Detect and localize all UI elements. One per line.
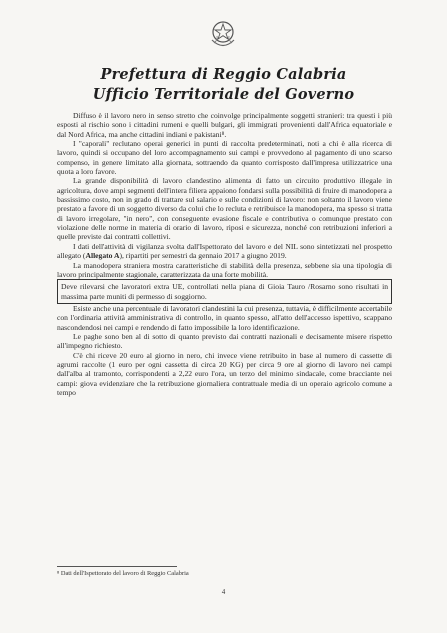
italian-republic-emblem-icon (208, 18, 238, 52)
paragraph-caporali: I "caporali" reclutano operai generici in punti di raccolta predeterminati, noti a chi è alla ricerca di lavoro, quindi si occupano del loro accompagnamento sui campi e provvedono al pagamento di uno scarso compenso, in genere limitato alla giornata, sottraendo da quanto corrisposto dall'impresa utilizzatrice una quota a loro favore. (57, 139, 392, 177)
paragraph-clandestini: Esiste anche una percentuale di lavoratori clandestini la cui presenza, tuttavia, è difficilmente accertabile con l'ordinaria attività amministrativa di controllo, in quanto spesso, all'atto dell'accesso ispettivo, scappano nascondendosi nei campi e rendendo di fatto impossibile la loro identificazione. (57, 303, 392, 332)
paragraph-retribuzione: C'è chi riceve 20 euro al giorno in nero, chi invece viene retribuito in base al numero di cassette di agrumi raccolte (1 euro per ogni cassetta di circa 20 KG) per circa 9 ore al giorno di lavoro nei campi dall'alba al tramonto, corrispondenti a 2,22 euro l'ora, un terzo del minimo sindacale, come bracciante nei campi: giova evidenziare che la retribuzione giornaliera contrattuale media di un operaio agricolo comune a tempo (57, 350, 392, 397)
header-ufficio: Ufficio Territoriale del Governo (92, 86, 355, 103)
page-number: 4 (221, 588, 226, 596)
footnote: ⁸ Dati dell'Ispettorato del lavoro di Reggio Calabria (57, 570, 189, 577)
paragraph-paghe: Le paghe sono ben al di sotto di quanto previsto dai contratti nazionali e decisamente misere rispetto all'impegno richiesto. (57, 331, 392, 351)
paragraph-vigilanza (57, 242, 392, 261)
paragraph-lavoro-nero: Diffuso è il lavoro nero in senso stretto che coinvolge principalmente soggetti stranieri: tra questi i più esposti al rischio sono i cittadini rumeni e quelli bulgari, gli immigrati provenienti dall'Africa equatoriale e dal Nord Africa, ma anche cittadini indiani e pakistani⁸. (57, 111, 392, 139)
boxed-note: Deve rilevarsi che lavoratori extra UE, controllati nella piana di Gioia Tauro /Rosarno sono risultati in massima parte muniti di permesso di soggiorno. (57, 279, 392, 304)
vigilanza-text-after: ), ripartiti per semestri da gennaio 2017 a giugno 2019. (119, 251, 287, 261)
paragraph-manodopera: La manodopera straniera mostra caratteristiche di stabilità della presenza, sebbene sia una tipologia di lavoro principalmente stagionale, caratterizzata da una forte mobilità. (57, 260, 392, 279)
vigilanza-text-before: I dati dell'attività di vigilanza svolta dall'Ispettorato del lavoro e del NIL sono sintetizzati nel prospetto allegato ( (57, 241, 392, 261)
footnote-divider (57, 566, 177, 567)
paragraph-lavoro-clandestino: La grande disponibilità di lavoro clandestino alimenta di fatto un circuito produttivo illegale in agricoltura, dove ampi segmenti dell'intera filiera appaiono fondarsi sulla possibilità di fruire di manodopera a bassissimo costo, non in grado di trattare sul salario e sulle condizioni di lavoro: non soltanto il lavoro viene prestato a favore di un soggetto diverso da colui che lo recluta e retribuisce la manodopera, ma spesso si tratta di lavoro irregolare, "in nero", con conseguente evasione fiscale e contributiva o comunque prestato con violazione delle norme in materia di orario di lavoro, riposi e sicurezza, nonché con retribuzioni inferiori a quelle previste dai contratti collettivi. (57, 176, 392, 242)
header-prefettura: Prefettura di Reggio Calabria (100, 66, 347, 83)
allegato-a-reference: Allegato A (85, 251, 120, 261)
document-body (57, 111, 392, 397)
